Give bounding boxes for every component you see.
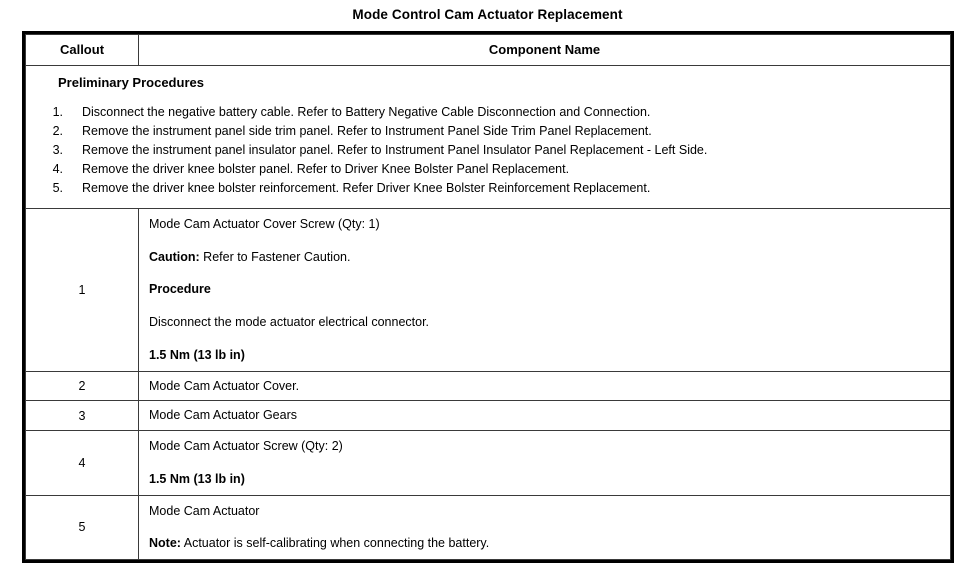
preliminary-procedures-row [26, 66, 951, 209]
callout-number: 4 [26, 431, 139, 496]
table-row [26, 401, 951, 431]
callout-number: 1 [26, 208, 139, 371]
procedure-heading: Procedure [149, 282, 211, 297]
list-item [26, 141, 950, 160]
callout-number: 3 [26, 401, 139, 431]
component-name-text: Mode Cam Actuator [149, 503, 260, 518]
column-header-component-name: Component Name [139, 35, 951, 66]
preliminary-procedures-list [26, 103, 950, 198]
preliminary-procedures-cell [26, 66, 951, 209]
list-item-number: 1. [52, 104, 63, 119]
callout-number: 2 [26, 371, 139, 401]
list-item-number: 3. [52, 142, 63, 157]
component-table [25, 34, 951, 560]
caution-label: Caution: [149, 249, 200, 264]
list-item-text: Remove the driver knee bolster reinforcement. Refer Driver Knee Bolster Reinforcement Replacement. [82, 180, 651, 195]
component-description [139, 208, 951, 371]
list-item-number: 4. [52, 161, 63, 176]
component-name-text: Mode Cam Actuator Cover. [149, 378, 300, 393]
list-item-text: Remove the instrument panel side trim panel. Refer to Instrument Panel Side Trim Panel Replacement. [82, 123, 652, 138]
list-item-number: 5. [52, 180, 63, 195]
component-description [139, 371, 951, 401]
list-item-text: Remove the instrument panel insulator panel. Refer to Instrument Panel Insulator Panel Replacement - Left Side. [82, 142, 708, 157]
list-item-text: Disconnect the negative battery cable. Refer to Battery Negative Cable Disconnection and Connection. [82, 104, 651, 119]
torque-spec: 1.5 Nm (13 lb in) [149, 471, 245, 486]
page-title: Mode Control Cam Actuator Replacement [352, 7, 623, 22]
list-item [26, 179, 950, 198]
caution-note [149, 248, 950, 267]
list-item [26, 103, 950, 122]
list-item-number: 2. [52, 123, 63, 138]
note-text: Actuator is self-calibrating when connecting the battery. [180, 536, 490, 551]
column-header-callout: Callout [26, 35, 139, 66]
component-table-container [22, 31, 954, 563]
component-name-text: Mode Cam Actuator Cover Screw (Qty: 1) [149, 216, 380, 231]
list-item [26, 160, 950, 179]
torque-spec: 1.5 Nm (13 lb in) [149, 347, 245, 362]
component-description [139, 431, 951, 496]
table-row [26, 431, 951, 496]
component-name-text: Mode Cam Actuator Gears [149, 408, 297, 423]
caution-text: Refer to Fastener Caution. [199, 249, 351, 264]
list-item [26, 122, 950, 141]
preliminary-procedures-heading: Preliminary Procedures [58, 75, 204, 90]
procedure-text: Disconnect the mode actuator electrical connector. [149, 315, 430, 330]
note [149, 534, 950, 553]
list-item-text: Remove the driver knee bolster panel. Refer to Driver Knee Bolster Panel Replacement. [82, 161, 570, 176]
callout-number: 5 [26, 495, 139, 560]
table-header-row [26, 35, 951, 66]
table-row [26, 208, 951, 371]
note-label: Note: [149, 536, 181, 551]
component-description [139, 401, 951, 431]
table-row [26, 371, 951, 401]
component-name-text: Mode Cam Actuator Screw (Qty: 2) [149, 439, 343, 454]
